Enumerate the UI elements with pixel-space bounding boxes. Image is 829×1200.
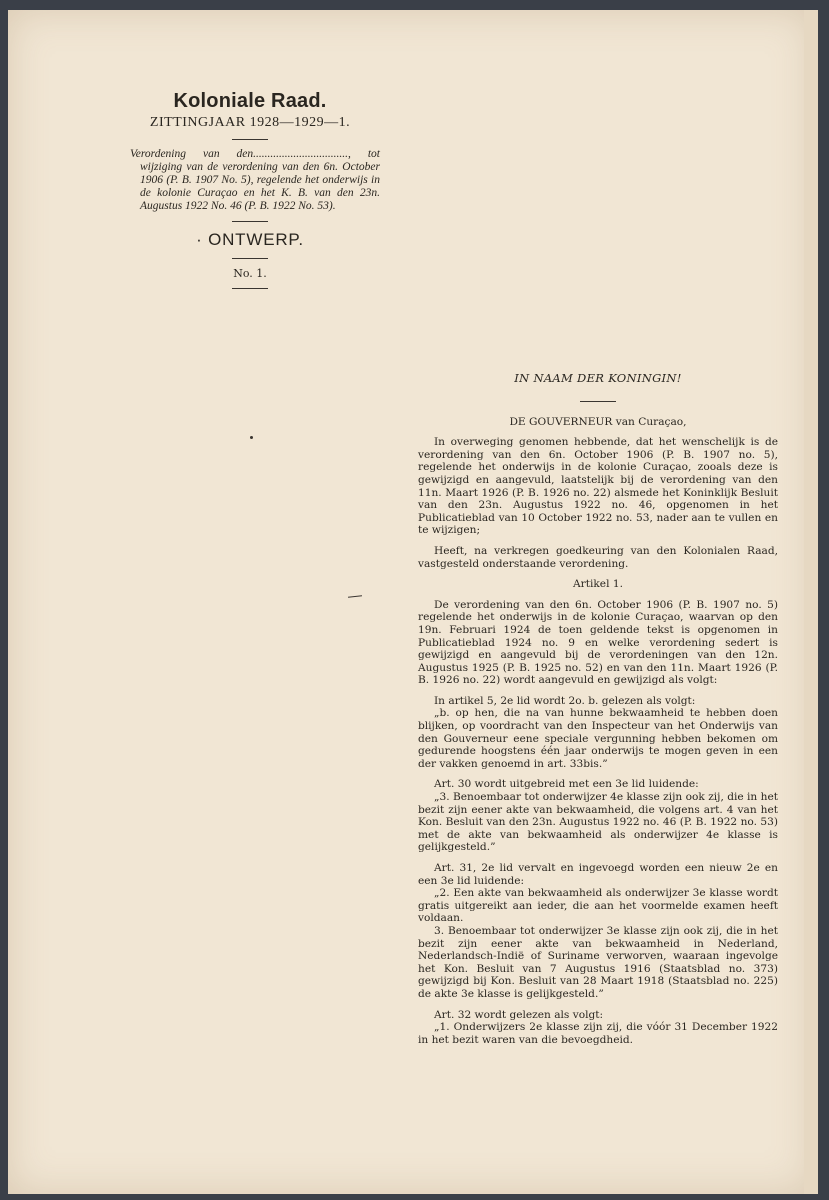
spacer: [418, 570, 778, 578]
amendment-intro: Art. 32 wordt gelezen als volgt:: [434, 1008, 604, 1021]
spacer: [418, 537, 778, 545]
article-text: De verordening van den 6n. October 1906 (P. B. 1907 no. 5) regelende het onderwijs in de kolonie Curaçao, waarvan op den 19n. Februari 1924 de toen geldende tekst is opgenomen in Publicatieblad 1924 no. 9 en welke verordening sedert is gewijzigd en aangevuld bij de verordeningen van den 12n. Augustus 1925 (P. B. 1925 no. 52) en van den 11n. Maart 1926 (P. B. 1926 no. 22) wordt aangevuld en gewijzigd als volgt:: [418, 598, 778, 687]
spacer: [418, 591, 778, 599]
amendment-text: „b. op hen, die na van hunne bekwaamheid te hebben doen blijken, op voordracht van den Inspecteur van het Onderwijs van den Gouverneur eene speciale vergunning hebben bekomen om gedurende hoogstens één jaar onderwijs te mogen geven in een der vakken genoemd in art. 33bis.”: [418, 707, 778, 770]
royal-formula: IN NAAM DER KONINGIN!: [514, 371, 682, 385]
council-title: Koloniale Raad.: [173, 90, 327, 112]
page-edge: [804, 10, 818, 1194]
spacer: [418, 1001, 778, 1009]
amendment-text: „2. Een akte van bekwaamheid als onderwijzer 3e klasse wordt gratis uitgereikt aan ieder, die aan het voormelde examen heeft voldaan.: [418, 887, 778, 925]
amendment-intro: Art. 31, 2e lid vervalt en ingevoegd worden een nieuw 2e en een 3e lid luidende:: [418, 862, 778, 887]
divider: [232, 139, 268, 140]
amendment-text: 3. Benoembaar tot onderwijzer 3e klasse zijn ook zij, die in het bezit zijn eener akte van bekwaamheid in Nederland, Nederlandsch-Indië of Suriname verworven, waaraan ingevolge het Kon. Besluit van 7 Augustus 1916 (Staatsblad no. 373) gewijzigd bij Kon. Besluit van 28 Maart 1918 (Staatsblad no. 225) de akte 3e klasse is gelijkgesteld.”: [418, 924, 778, 1000]
draft-number: No. 1.: [233, 267, 267, 280]
ordinance-title: Verordening van den................................., tot wijziging van de verordening van den 6n. October 1906 (P. B. 1907 No. 5), regelende het onderwijs in de kolonie Curaçao en het K. B. van den 23n. Augustus 1922 No. 46 (P. B. 1922 No. 53).: [130, 148, 380, 212]
amendment-intro: In artikel 5, 2e lid wordt 2o. b. gelezen als volgt:: [434, 694, 696, 707]
spacer: [418, 770, 778, 778]
divider: [232, 221, 268, 222]
amendment-text: „3. Benoembaar tot onderwijzer 4e klasse zijn ook zij, die in het bezit zijn eener akte van bekwaamheid, die volgens art. 4 van het Kon. Besluit van den 23n. Augustus 1922 no. 46 (P. B. 1922 no. 53) met de akte van bekwaamheid als onderwijzer 4e klasse is gelijkgesteld.”: [418, 791, 778, 854]
amendment-text: „1. Onderwijzers 2e klasse zijn zij, die vóór 31 December 1922 in het bezit waren van die bevoegdheid.: [418, 1021, 778, 1046]
divider: [580, 401, 616, 402]
spacer: [418, 687, 778, 695]
divider: [232, 258, 268, 259]
ordinance-text: [418, 372, 778, 1046]
spacer: [418, 854, 778, 862]
spacer: [418, 428, 778, 436]
governor-line: DE GOUVERNEUR van Curaçao,: [509, 415, 687, 428]
session-year: ZITTINGJAAR 1928—1929—1.: [149, 115, 351, 130]
enactment: Heeft, na verkregen goedkeuring van den Kolonialen Raad, vastgesteld onderstaande verordening.: [418, 544, 778, 570]
draft-label: · ONTWERP.: [196, 230, 304, 249]
article-heading: Artikel 1.: [573, 578, 623, 591]
header-block: [120, 80, 380, 297]
divider: [232, 288, 268, 289]
amendment-intro: Art. 30 wordt uitgebreid met een 3e lid luidende:: [434, 778, 699, 791]
preamble: In overweging genomen hebbende, dat het wenschelijk is de verordening van den 6n. October 1906 (P. B. 1907 no. 5), regelende het onderwijs in de kolonie Curaçao, zooals deze is gewijzigd en aangevuld, laatstelijk bij de verordening van den 11n. Maart 1926 (P. B. 1926 no. 22) alsmede het Koninklijk Besluit van den 23n. Augustus 1922 no. 46, opgenomen in het Publicatieblad van 10 October 1922 no. 53, nader aan te vullen en te wijzigen;: [418, 436, 778, 537]
ink-mark: [250, 436, 253, 439]
